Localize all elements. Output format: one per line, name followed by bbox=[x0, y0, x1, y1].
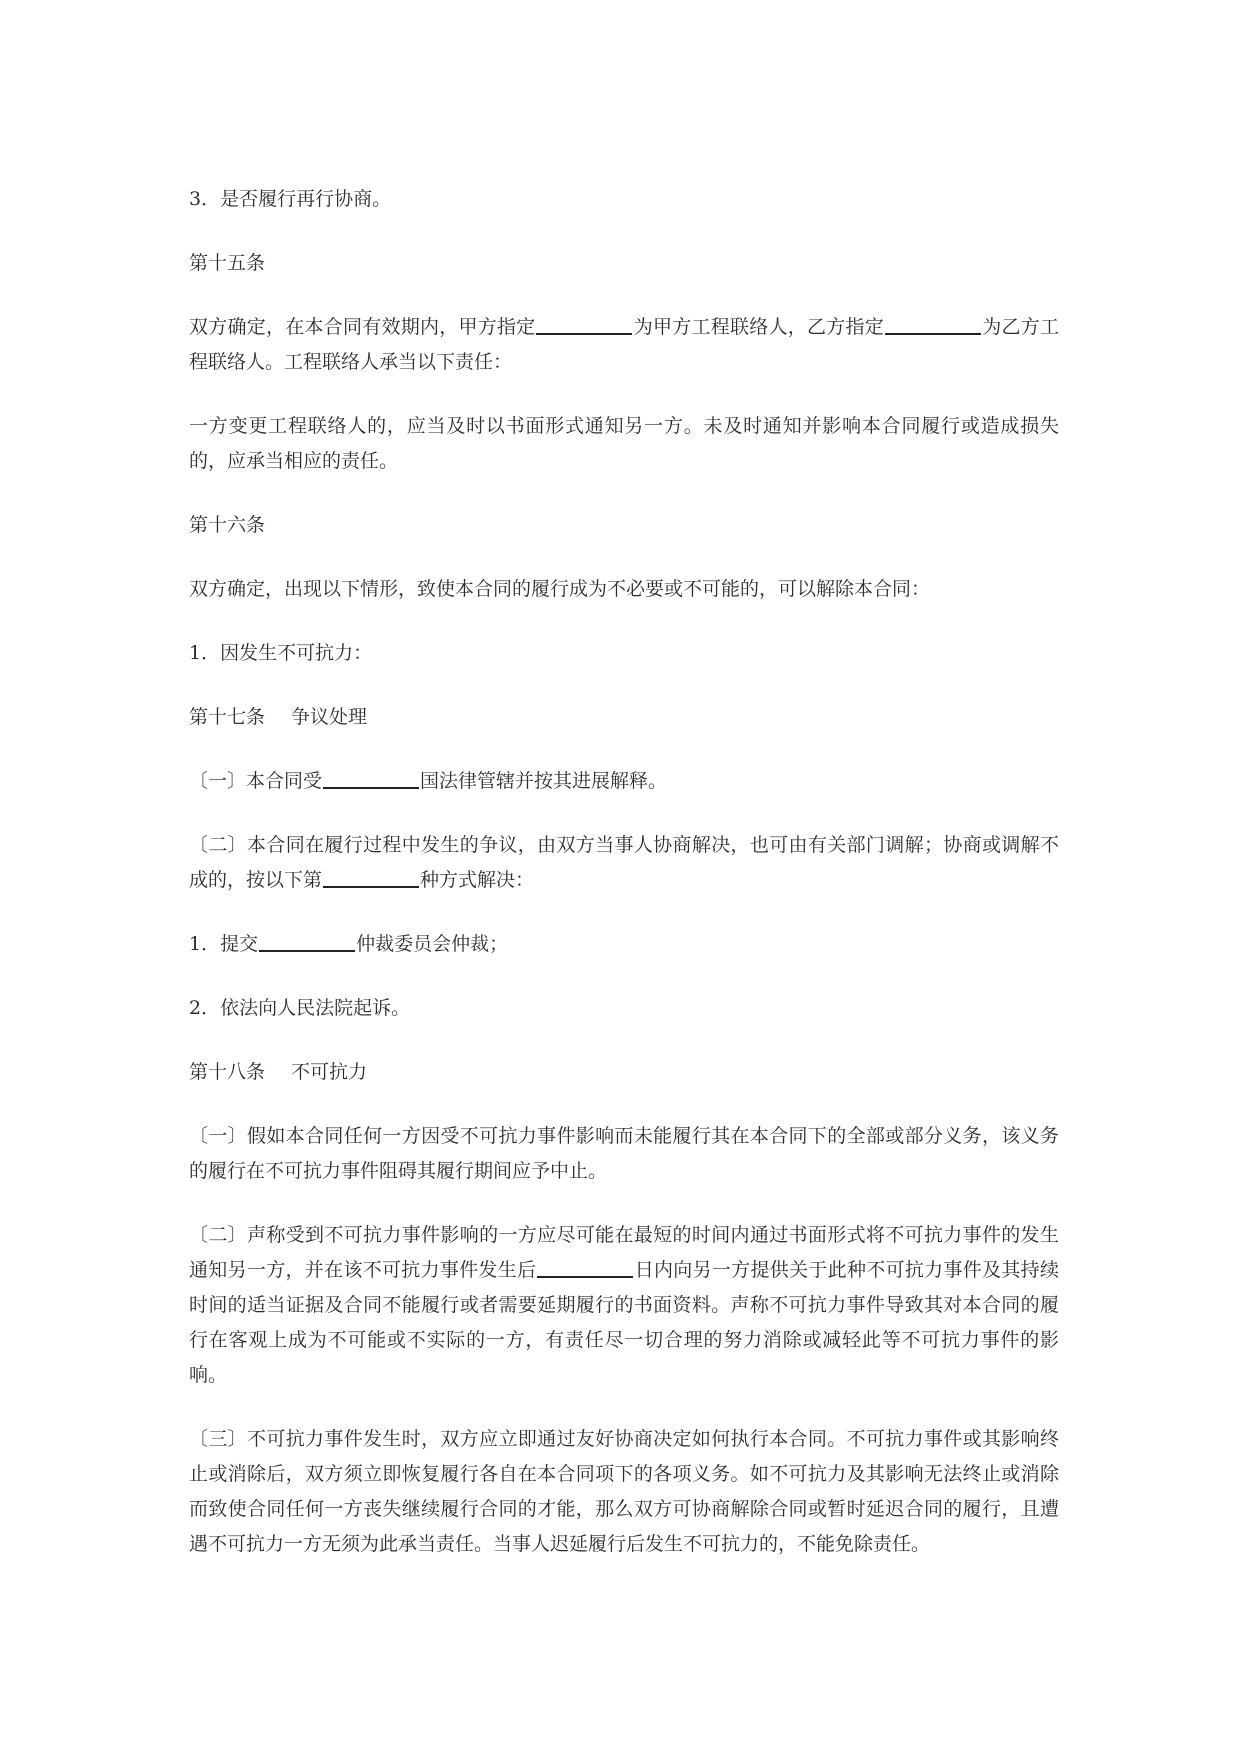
article-heading bbox=[189, 1055, 1059, 1090]
paragraph bbox=[189, 764, 1059, 799]
paragraph bbox=[189, 927, 1059, 962]
document-body bbox=[189, 182, 1059, 1591]
paragraph bbox=[189, 1218, 1059, 1393]
paragraph bbox=[189, 182, 1059, 217]
paragraph bbox=[189, 828, 1059, 898]
text: 1．因发生不可抗力： bbox=[189, 642, 373, 664]
paragraph bbox=[189, 636, 1059, 671]
text: 双方确定，出现以下情形，致使本合同的履行成为不必要或不可能的，可以解除本合同： bbox=[189, 578, 931, 600]
text: 一方变更工程联络人的，应当及时以书面形式通知另一方。未及时通知并影响本合同履行或造成损失的，应承当相应的责任。 bbox=[189, 415, 1059, 472]
fill-in-blank bbox=[537, 1257, 633, 1278]
paragraph bbox=[189, 991, 1059, 1026]
fill-in-blank bbox=[323, 768, 419, 789]
article-heading bbox=[189, 508, 1059, 543]
text: 双方确定，在本合同有效期内，甲方指定 bbox=[189, 316, 536, 338]
text: 〔一〕本合同受 bbox=[189, 770, 323, 792]
text: 第十六条 bbox=[189, 514, 266, 536]
article-heading bbox=[189, 700, 1059, 735]
text: 日内向另一方提供关于此种不可抗力事件及其持续时间的适当证据及合同不能履行或者需要延期履行的书面资料。声称不可抗力事件导致其对本合同的履行在客观上成为不可能或不实际的一方，有责任尽一切合理的努力消除或减轻此等不可抗力事件的影响。 bbox=[189, 1259, 1059, 1386]
text: 〔三〕不可抗力事件发生时，双方应立即通过友好协商决定如何执行本合同。不可抗力事件或其影响终止或消除后，双方须立即恢复履行各自在本合同项下的各项义务。如不可抗力及其影响无法终止或消除而致使合同任何一方丧失继续履行合同的才能，那么双方可协商解除合同或暂时延迟合同的履行，且遭遇不可抗力一方无须为此承当责任。当事人迟延履行后发生不可抗力的，不能免除责任。 bbox=[189, 1428, 1059, 1555]
text: 〔一〕假如本合同任何一方因受不可抗力事件影响而未能履行其在本合同下的全部或部分义务，该义务的履行在不可抗力事件阻碍其履行期间应予中止。 bbox=[189, 1125, 1059, 1182]
text: 为甲方工程联络人，乙方指定 bbox=[633, 316, 884, 338]
fill-in-blank bbox=[536, 314, 632, 335]
fill-in-blank bbox=[323, 867, 419, 888]
paragraph bbox=[189, 409, 1059, 479]
text: 1．提交 bbox=[189, 933, 259, 955]
article-title: 争议处理 bbox=[291, 706, 368, 728]
text: 种方式解决： bbox=[420, 869, 535, 891]
paragraph bbox=[189, 1422, 1059, 1562]
fill-in-blank bbox=[885, 314, 981, 335]
text: 2．依法向人民法院起诉。 bbox=[189, 997, 411, 1019]
text: 仲裁委员会仲裁； bbox=[356, 933, 509, 955]
text: 第十七条 bbox=[189, 706, 266, 728]
paragraph bbox=[189, 572, 1059, 607]
article-title: 不可抗力 bbox=[291, 1061, 368, 1083]
text: 第十五条 bbox=[189, 252, 266, 274]
text: 国法律管辖并按其进展解释。 bbox=[420, 770, 668, 792]
text: 3．是否履行再行协商。 bbox=[189, 188, 392, 210]
text: 〔二〕本合同在履行过程中发生的争议，由双方当事人协商解决，也可由有关部门调解；协商或调解不成的，按以下第 bbox=[189, 834, 1059, 891]
article-heading bbox=[189, 246, 1059, 281]
paragraph bbox=[189, 310, 1059, 380]
fill-in-blank bbox=[259, 931, 355, 952]
text: 为乙方工程联络人。工程联络人承当以下责任： bbox=[189, 316, 1059, 373]
text: 〔二〕声称受到不可抗力事件影响的一方应尽可能在最短的时间内通过书面形式将不可抗力事件的发生通知另一方，并在该不可抗力事件发生后 bbox=[189, 1224, 1059, 1281]
text: 第十八条 bbox=[189, 1061, 266, 1083]
paragraph bbox=[189, 1119, 1059, 1189]
